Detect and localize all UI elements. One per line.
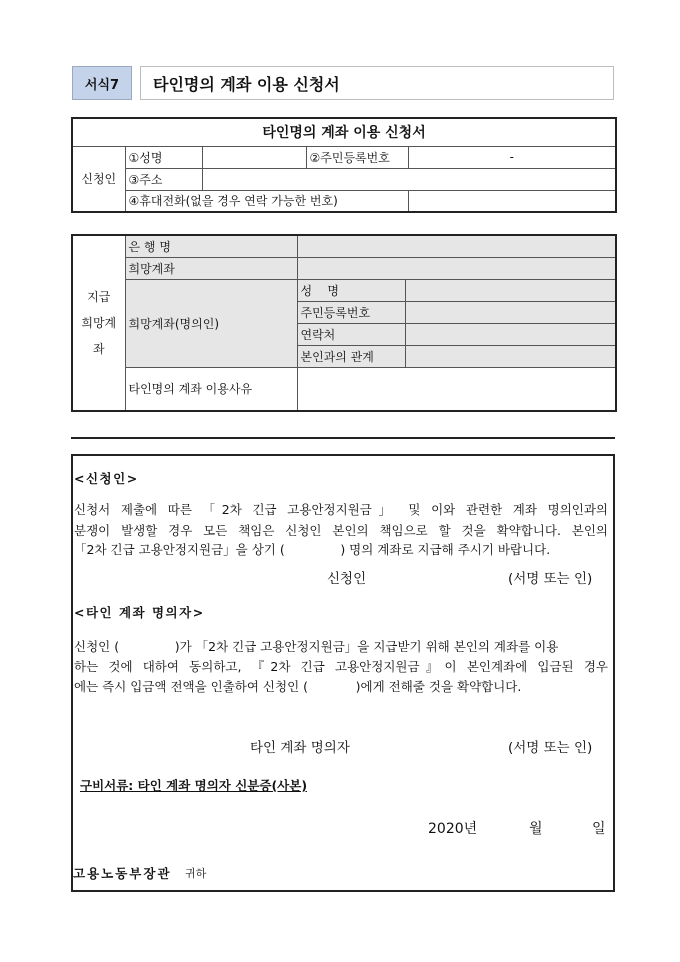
holder-sign-hint[interactable]: (서명 또는 인) (508, 740, 593, 756)
name-field[interactable] (202, 146, 306, 168)
date-year: 2020년 (428, 821, 478, 837)
name-label: ①성명 (125, 146, 202, 168)
phone-field[interactable] (408, 190, 616, 212)
holder-name-field[interactable] (405, 279, 616, 301)
bank-name-label: 은 행 명 (125, 235, 297, 257)
applicant-text-line-3: 「2차 긴급 고용안정지원금」을 상기 ( ) 명의 계좌로 지급해 주시기 바랍니다. (74, 542, 551, 557)
applicant-side-label: 신청인 (72, 146, 125, 212)
account-side-label (72, 235, 125, 411)
account-side-label-1: 지급 (87, 290, 111, 304)
address-label: ③주소 (125, 168, 202, 190)
rrn-field[interactable]: - (408, 146, 616, 168)
date-day: 일 (592, 821, 606, 837)
holder-rrn-label: 주민등록번호 (297, 301, 405, 323)
rrn-label: ②주민등록번호 (306, 146, 408, 168)
applicant-sign-label: 신청인 (327, 571, 367, 587)
recipient-name: 고용노동부장관 (73, 866, 172, 881)
holder-relation-field[interactable] (405, 345, 616, 367)
holder-text-line-3: 에는 즉시 입금액 전액을 인출하여 신청인 ( )에게 전해줄 것을 확약합니다. (74, 679, 522, 694)
reason-field[interactable] (297, 367, 616, 411)
recipient-suffix: 귀하 (185, 867, 207, 880)
applicant-text-line-2: 분쟁이 발생할 경우 모든 책임은 신청인 본인의 책임으로 할 것을 확약합니다. 본인의 (74, 523, 608, 538)
holder-text-line-1: 신청인 ( )가 「2차 긴급 고용안정지원금」을 지급받기 위해 본인의 계좌를 이용 (74, 639, 559, 654)
required-documents-note: 구비서류: 타인 계좌 명의자 신분증(사본) (80, 778, 308, 793)
holder-heading: <타인 계좌 명의자> (74, 605, 205, 620)
holder-sign-label: 타인 계좌 명의자 (250, 740, 350, 756)
holder-name-label: 성 명 (297, 279, 405, 301)
reason-label: 타인명의 계좌 이용사유 (125, 367, 297, 411)
holder-rrn-field[interactable] (405, 301, 616, 323)
date-month: 월 (529, 821, 543, 837)
applicant-text-line-1: 신청서 제출에 따른 「2차 긴급 고용안정지원금」 및 이와 관련한 계좌 명의인과의 (74, 502, 608, 517)
holder-text-line-2: 하는 것에 대하여 동의하고, 『2차 긴급 고용안정지원금』이 본인계좌에 입금된 경우 (74, 659, 608, 674)
applicant-table (71, 117, 617, 213)
form-number-badge: 서식7 (72, 66, 132, 100)
bank-name-field[interactable] (297, 235, 616, 257)
holder-relation-label: 본인과의 관계 (297, 345, 405, 367)
applicant-sign-hint[interactable]: (서명 또는 인) (508, 571, 593, 587)
holder-contact-field[interactable] (405, 323, 616, 345)
section-divider (71, 437, 615, 439)
phone-label: ④휴대전화(없을 경우 연락 가능한 번호) (125, 190, 408, 212)
holder-label: 희망계좌(명의인) (125, 279, 297, 367)
holder-contact-label: 연락처 (297, 323, 405, 345)
form-title: 타인명의 계좌 이용 신청서 (140, 66, 614, 100)
account-number-label: 희망계좌 (125, 257, 297, 279)
account-table (71, 234, 617, 412)
applicant-table-title: 타인명의 계좌 이용 신청서 (72, 118, 616, 146)
address-field[interactable] (202, 168, 616, 190)
applicant-heading: <신청인> (74, 471, 139, 486)
account-side-label-2: 희망계좌 (81, 316, 117, 356)
account-number-field[interactable] (297, 257, 616, 279)
